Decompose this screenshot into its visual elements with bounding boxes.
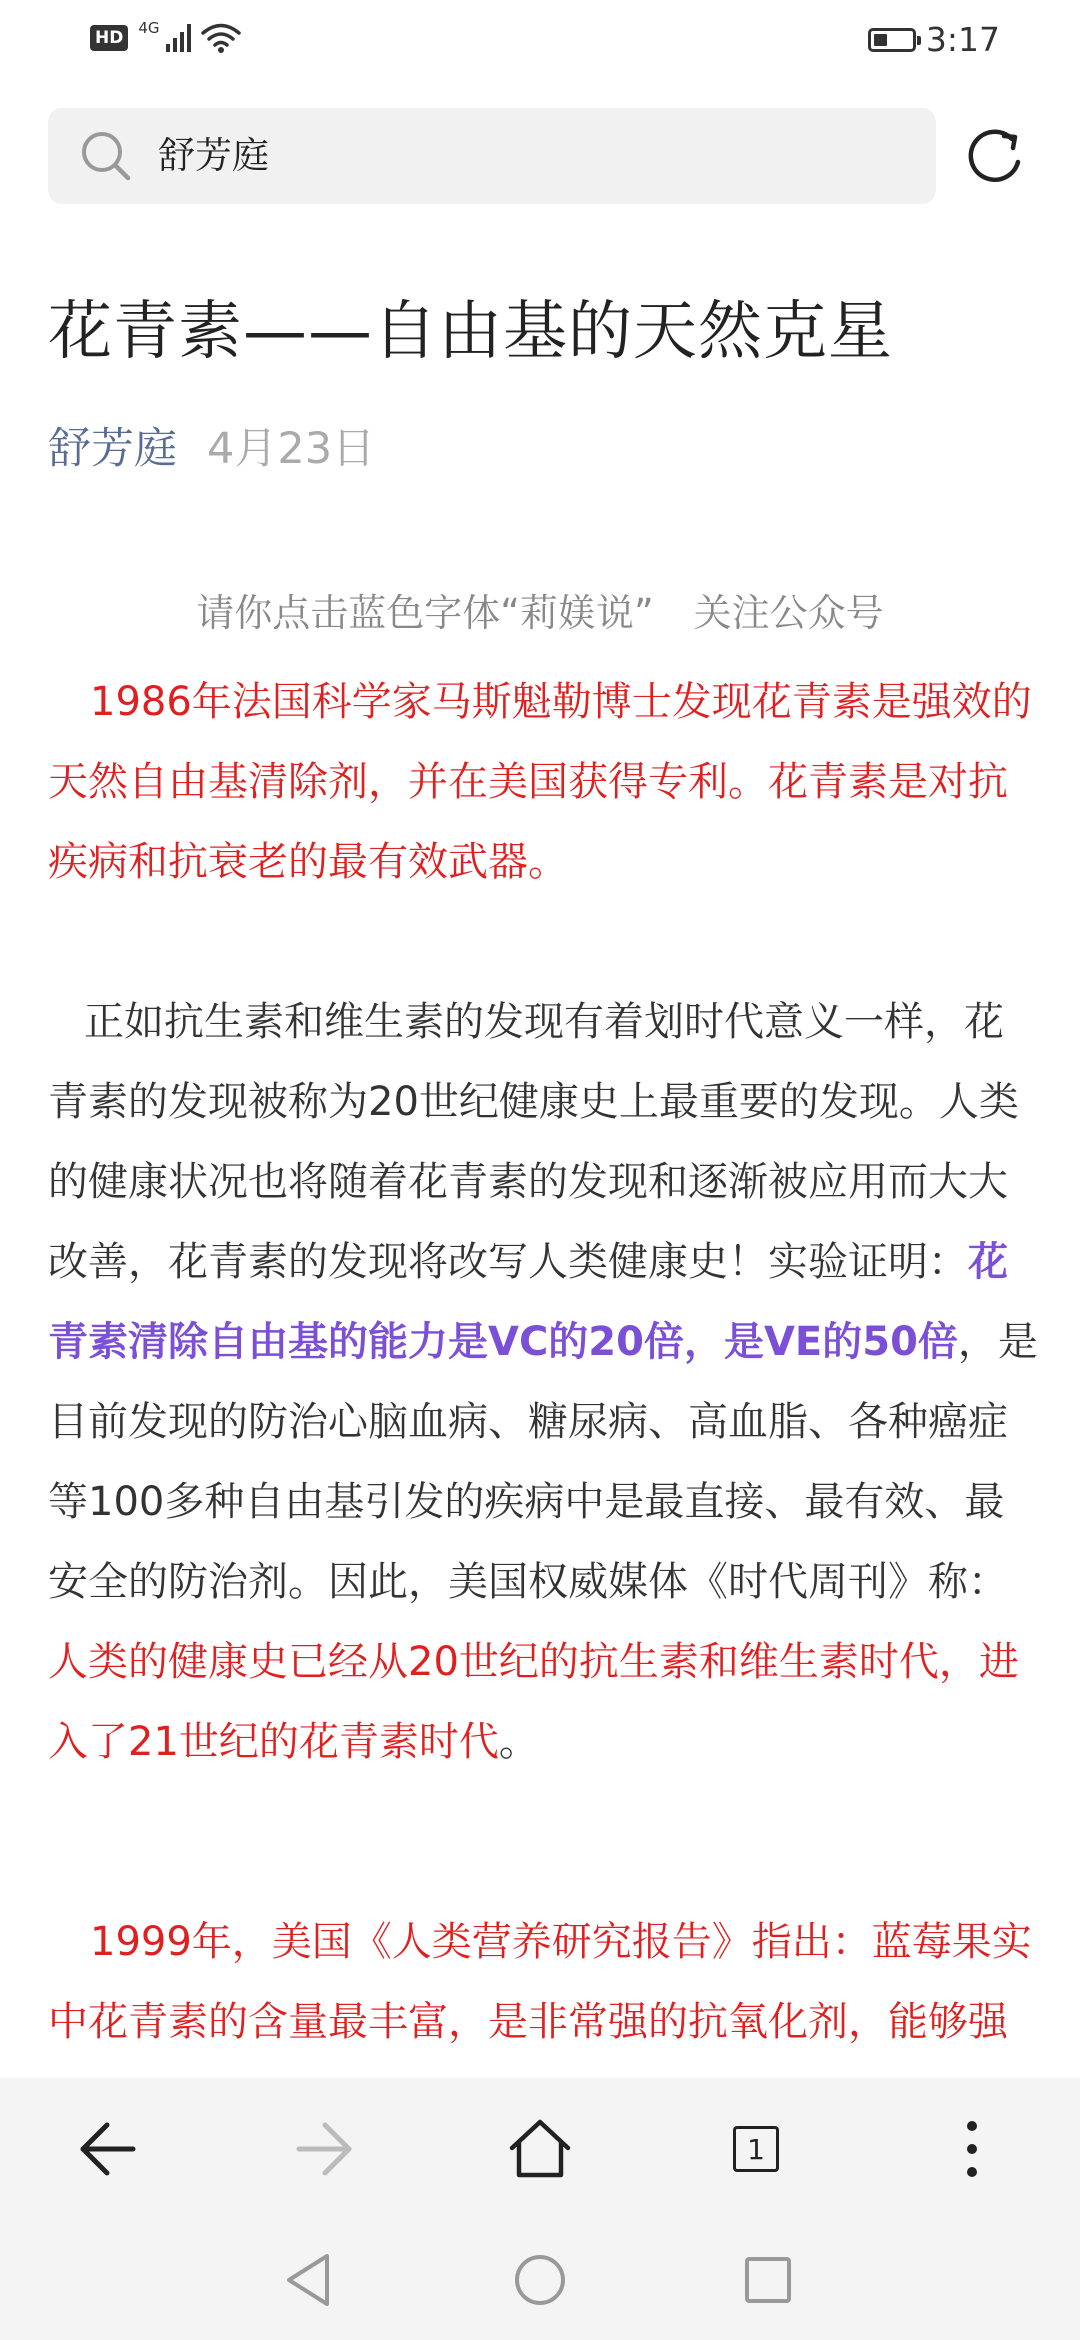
network-label: 4G bbox=[138, 19, 160, 37]
back-arrow-icon bbox=[77, 2118, 139, 2180]
highlight-purple: 花青素清除自由基的能力是VC的20倍，是VE的50倍 bbox=[48, 1239, 1008, 1365]
paragraph-2-end: 。 bbox=[498, 1719, 539, 1765]
more-vertical-icon bbox=[962, 2118, 982, 2180]
system-home-button[interactable] bbox=[502, 2242, 578, 2318]
follow-note-text: 请你点击蓝色字体“莉媄说” bbox=[196, 591, 654, 635]
back-button[interactable] bbox=[63, 2104, 153, 2194]
tab-count: 1 bbox=[747, 2132, 765, 2166]
paragraph-2 bbox=[48, 982, 1038, 1782]
forward-arrow-icon bbox=[293, 2118, 355, 2180]
search-bar[interactable] bbox=[48, 108, 936, 204]
system-recents-button[interactable] bbox=[730, 2242, 806, 2318]
battery-level bbox=[874, 34, 887, 46]
status-bar bbox=[0, 0, 1080, 84]
home-button[interactable] bbox=[495, 2104, 585, 2194]
follow-note bbox=[0, 582, 1080, 637]
more-menu-button[interactable] bbox=[927, 2104, 1017, 2194]
battery-icon bbox=[868, 28, 916, 52]
paragraph-3: 1999年，美国《人类营养研究报告》指出：蓝莓果实中花青素的含量最丰富，是非常强的抗氧化剂，能够强 bbox=[48, 1919, 1032, 2045]
clock: 3:17 bbox=[925, 20, 1000, 59]
follow-note-action: 关注公众号 bbox=[693, 591, 884, 635]
browser-bottom-nav bbox=[0, 2078, 1080, 2220]
article-title: 花青素——自由基的天然克星 bbox=[48, 295, 893, 369]
home-circle-icon bbox=[512, 2252, 568, 2308]
tabs-button[interactable] bbox=[711, 2104, 801, 2194]
wifi-icon bbox=[201, 22, 241, 54]
refresh-icon bbox=[960, 122, 1030, 192]
status-right bbox=[868, 20, 1000, 59]
search-input[interactable] bbox=[158, 108, 898, 204]
forward-button[interactable] bbox=[279, 2104, 369, 2194]
paragraph-1: 1986年法国科学家马斯魁勒博士发现花青素是强效的天然自由基清除剂，并在美国获得专利。花青素是对抗疾病和抗衰老的最有效武器。 bbox=[48, 679, 1032, 885]
status-left bbox=[90, 19, 241, 54]
system-back-button[interactable] bbox=[270, 2242, 346, 2318]
highlight-red: 人类的健康史已经从20世纪的抗生素和维生素时代，进入了21世纪的花青素时代 bbox=[48, 1639, 1019, 1765]
tabs-icon bbox=[733, 2126, 779, 2172]
paragraph-2-text-cont: ，是目前发现的防治心脑血病、糖尿病、高血脂、各种癌症等100多种自由基引发的疾病中是最直接、最有效、最安全的防治剂。因此，美国权威媒体《时代周刊》称： bbox=[48, 1319, 1038, 1605]
recents-square-icon bbox=[743, 2255, 793, 2305]
article-meta bbox=[48, 415, 375, 476]
home-icon bbox=[508, 2118, 572, 2180]
publish-date: 4月23日 bbox=[207, 424, 376, 474]
system-nav-bar bbox=[0, 2220, 1080, 2340]
search-icon bbox=[78, 128, 134, 184]
signal-icon bbox=[166, 24, 191, 52]
refresh-button[interactable] bbox=[960, 122, 1030, 192]
author-link[interactable]: 舒芳庭 bbox=[48, 424, 177, 474]
hd-badge: HD bbox=[90, 25, 128, 51]
back-triangle-icon bbox=[283, 2252, 333, 2308]
paragraph-2-text: 正如抗生素和维生素的发现有着划时代意义一样，花青素的发现被称为20世纪健康史上最重要的发现。人类的健康状况也将随着花青素的发现和逐渐被应用而大大改善，花青素的发现将改写人类健康史！实验证明： bbox=[48, 999, 1019, 1285]
